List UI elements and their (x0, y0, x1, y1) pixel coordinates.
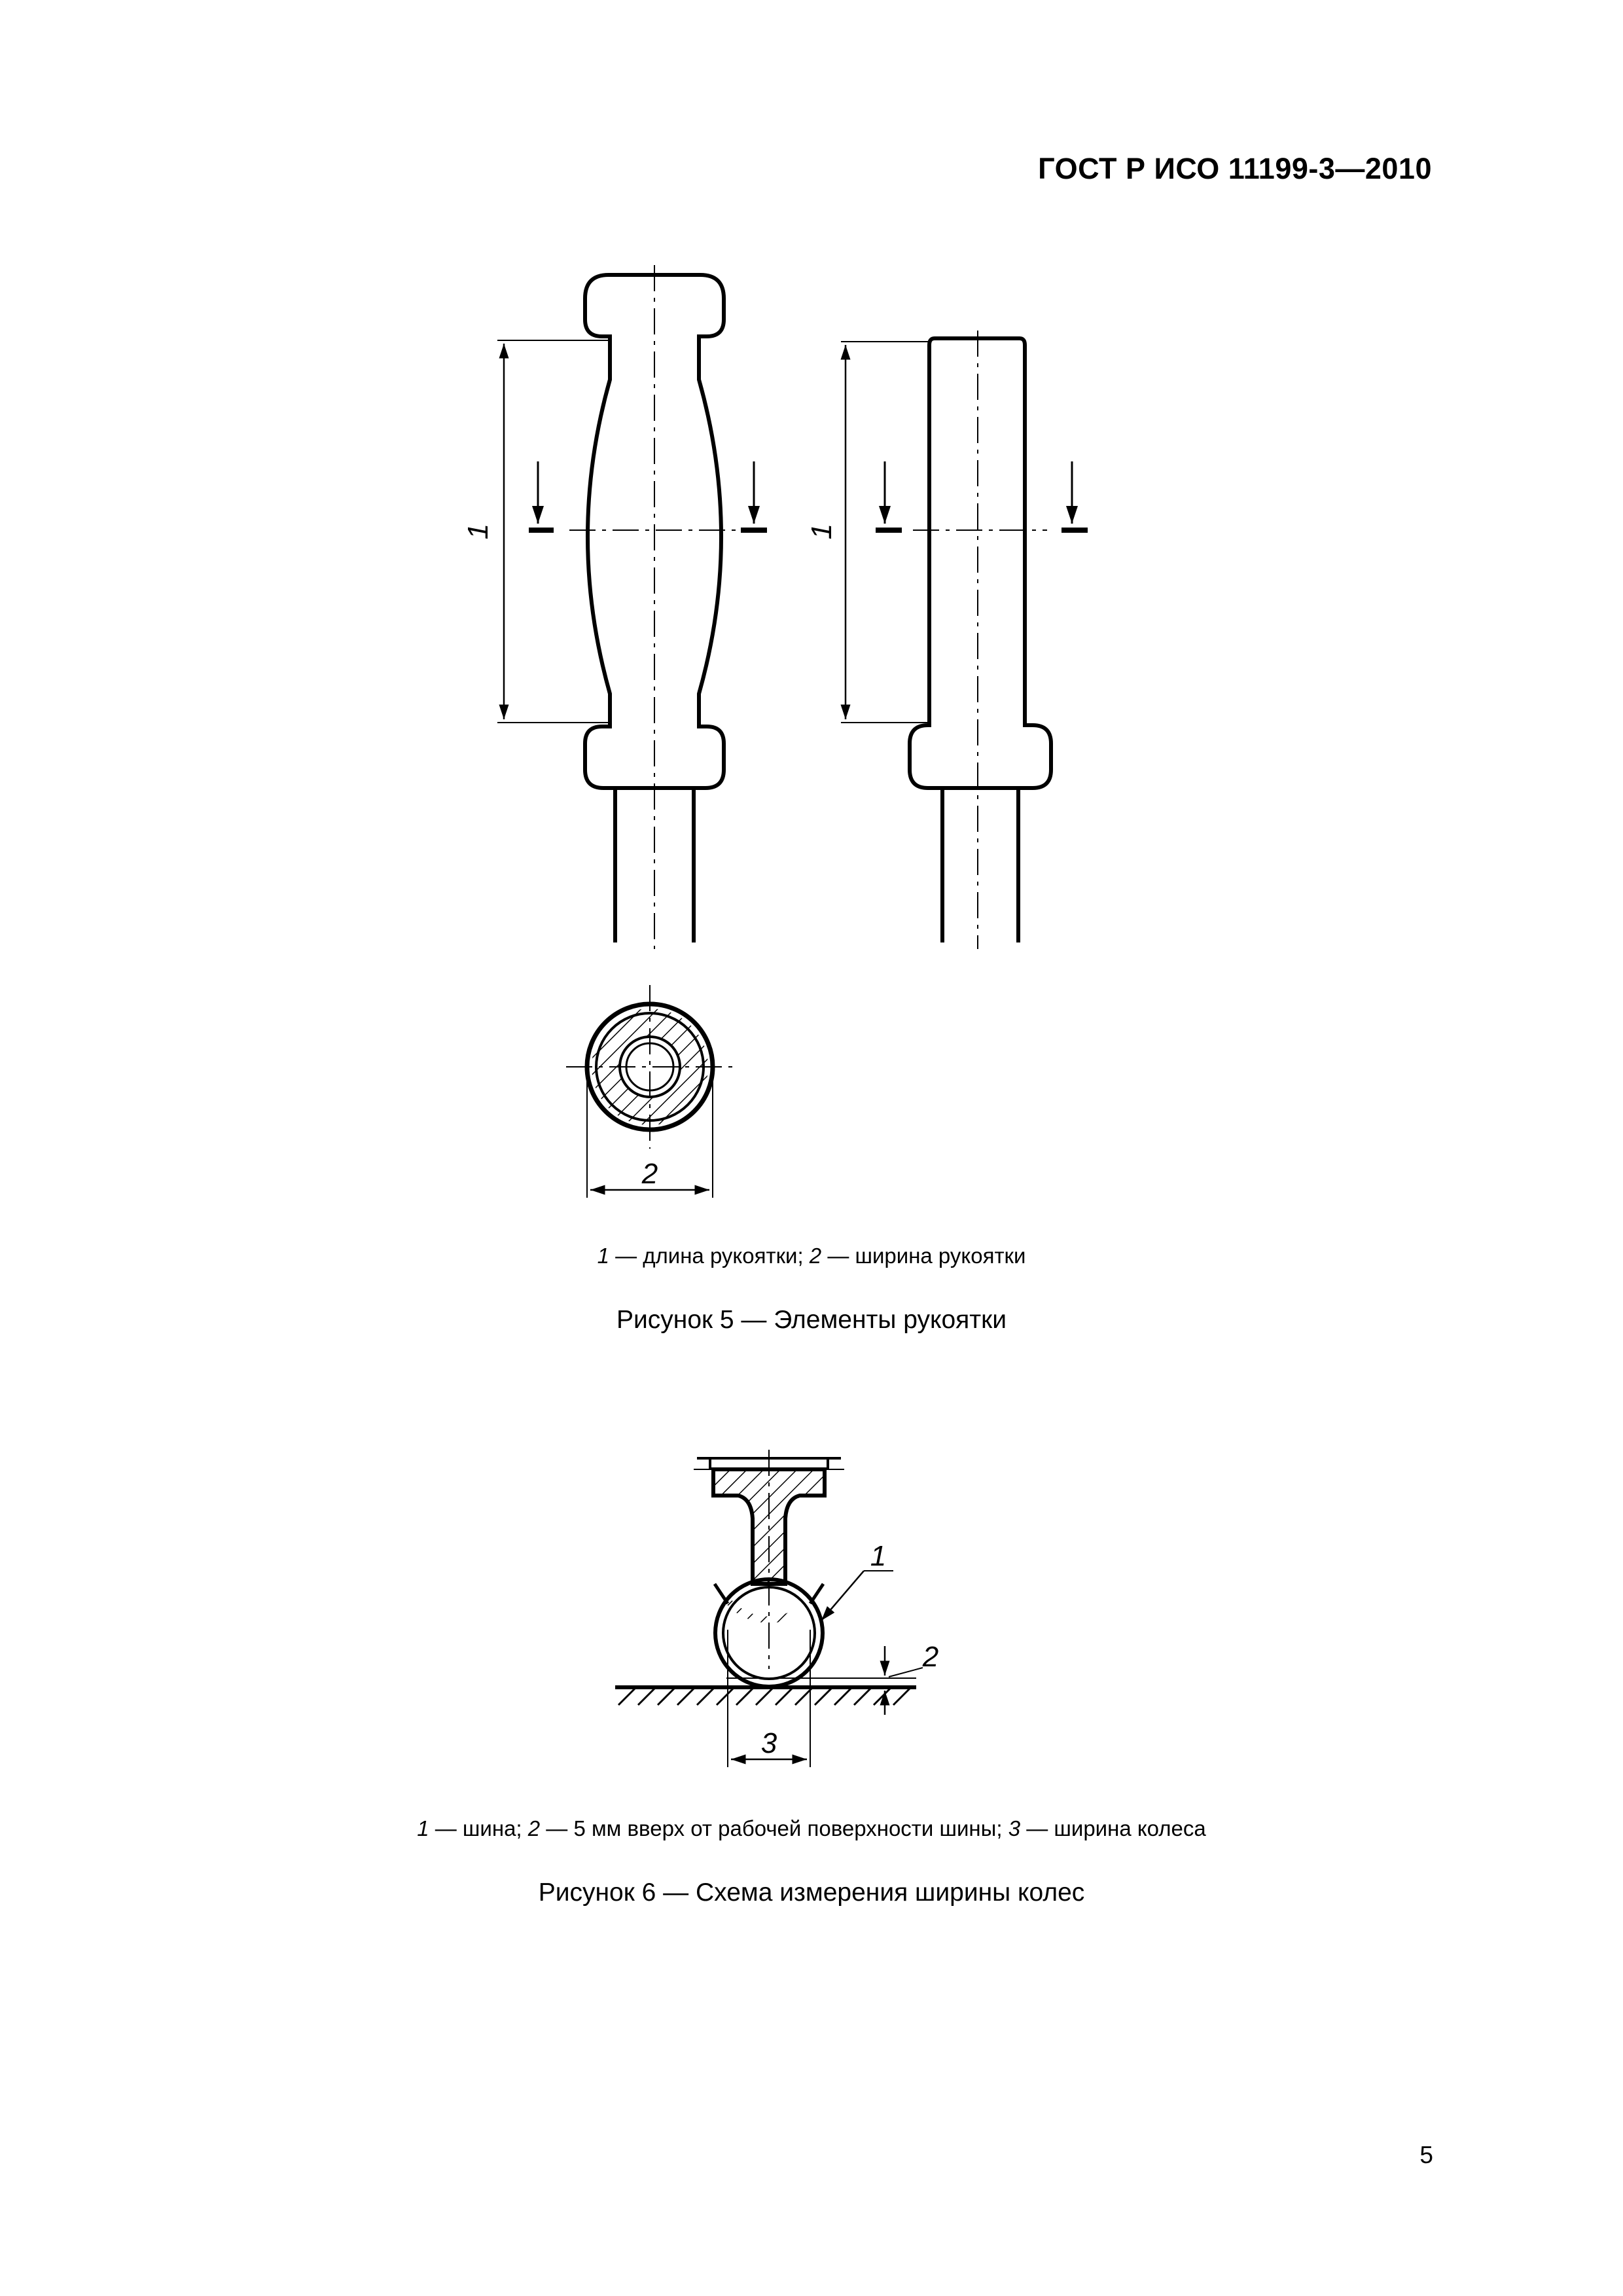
figure6-legend (0, 1816, 1623, 1841)
wheel-width-callout: 3 (760, 1727, 777, 1759)
legend-item3-number: 3 (1008, 1816, 1021, 1840)
handle-width-callout: 2 (641, 1158, 658, 1190)
legend-item1-number: 1 (417, 1816, 429, 1840)
page-number: 5 (1419, 2142, 1433, 2168)
legend-item2-number: 2 (809, 1244, 822, 1268)
handle-right-outline (910, 338, 1051, 788)
legend-item1-text: — шина; (429, 1816, 528, 1840)
figure5-caption: Рисунок 5 — Элементы рукоятки (616, 1306, 1007, 1334)
legend-item2-number: 2 (527, 1816, 541, 1840)
handle-left-length-callout: 1 (462, 523, 494, 540)
tire-callout: 1 (870, 1540, 887, 1572)
offset-callout: 2 (922, 1641, 939, 1673)
handle-left-drawing (497, 265, 767, 949)
document-header: ГОСТ Р ИСО 11199-3—2010 (1038, 152, 1432, 185)
legend-item1-text: — длина рукоятки; (609, 1244, 810, 1268)
figure6-caption: Рисунок 6 — Схема измерения ширины колес (538, 1878, 1085, 1907)
legend-item2-text: — 5 мм вверх от рабочей поверхности шины; (540, 1816, 1008, 1840)
handle-right-drawing (841, 331, 1088, 949)
legend-item1-number: 1 (597, 1244, 609, 1268)
figure5-legend (0, 1244, 1623, 1268)
legend-item2-text: — ширина рукоятки (821, 1244, 1026, 1268)
legend-item3-text: — ширина колеса (1020, 1816, 1206, 1840)
wheel-drawing (615, 1450, 923, 1767)
handle-right-length-callout: 1 (806, 523, 838, 540)
